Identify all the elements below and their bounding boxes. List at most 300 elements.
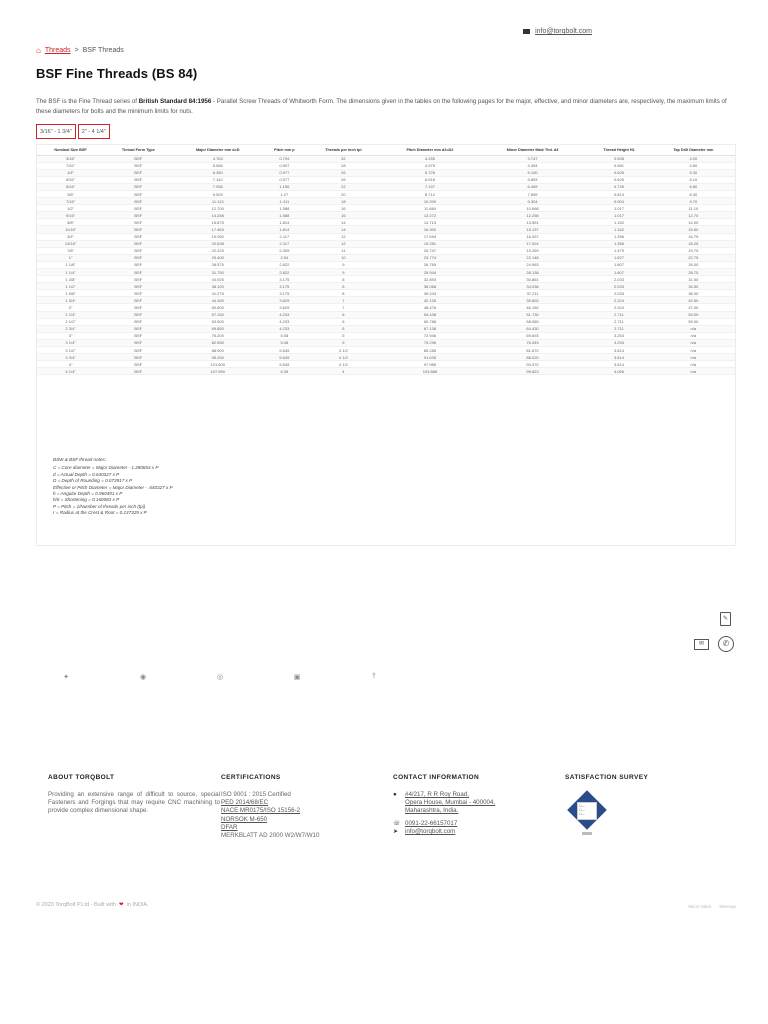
address-block bbox=[393, 791, 553, 815]
table-header-row bbox=[37, 145, 735, 155]
address-link[interactable] bbox=[405, 791, 495, 815]
table-cell: BSF bbox=[104, 261, 172, 268]
table-cell: 8.30 bbox=[652, 190, 735, 197]
table-cell: BSF bbox=[104, 311, 172, 318]
table-cell: 12.70 bbox=[652, 212, 735, 219]
table-cell: 3.175 bbox=[263, 276, 306, 283]
table-cell: BSF bbox=[104, 190, 172, 197]
column-header: Minor Diameter Male Thd. d3 bbox=[479, 145, 587, 155]
footer-contact bbox=[393, 774, 553, 836]
table-cell: 95.250 bbox=[172, 354, 263, 361]
table-cell: 17.463 bbox=[172, 226, 263, 233]
table-cell: 32 bbox=[306, 155, 381, 162]
tab-small-sizes[interactable]: 3/16" - 1 3/4" bbox=[36, 124, 76, 139]
table-cell: BSF bbox=[104, 325, 172, 332]
column-header: Pitch mm p bbox=[263, 145, 306, 155]
table-cell: 7 bbox=[306, 297, 381, 304]
survey-badge-icon[interactable] bbox=[565, 794, 609, 836]
table-cell: 7.899 bbox=[479, 190, 587, 197]
table-cell: 4.60 bbox=[652, 162, 735, 169]
table-cell: 1.411 bbox=[263, 198, 306, 205]
cert-link[interactable]: NACE MR0175/ISO 15156-2 bbox=[221, 807, 301, 815]
breadcrumb-threads-link[interactable]: Threads bbox=[44, 47, 71, 54]
table-cell: 3" bbox=[37, 332, 104, 339]
table-cell: BSF bbox=[104, 254, 172, 261]
table-cell: 19.050 bbox=[172, 233, 263, 240]
column-header: Pitch Diameter mm d2=D2 bbox=[381, 145, 479, 155]
breadcrumb-current: BSF Threads bbox=[82, 47, 124, 54]
table-cell: 11.684 bbox=[381, 205, 479, 212]
table-cell: 59.00 bbox=[652, 318, 735, 325]
table-cell: n/a bbox=[652, 339, 735, 346]
table-cell: 9.304 bbox=[479, 198, 587, 205]
table-cell: 103.886 bbox=[381, 368, 479, 375]
table-row bbox=[37, 304, 735, 311]
table-cell: 11.10 bbox=[652, 205, 735, 212]
table-row bbox=[37, 311, 735, 318]
table-cell: 34.50 bbox=[652, 283, 735, 290]
survey-heading: SATISFACTION SURVEY bbox=[565, 774, 649, 781]
table-cell: 3/16" bbox=[37, 155, 104, 162]
table-cell: 14 bbox=[306, 226, 381, 233]
table-cell: BSF bbox=[104, 318, 172, 325]
table-cell: 5.556 bbox=[172, 162, 263, 169]
footer-about bbox=[48, 774, 220, 816]
table-cell: 9/32" bbox=[37, 176, 104, 183]
table-cell: 26.00 bbox=[652, 261, 735, 268]
table-cell: 13/16" bbox=[37, 240, 104, 247]
table-cell: 2.822 bbox=[263, 261, 306, 268]
table-cell: 39.243 bbox=[381, 290, 479, 297]
table-cell: 10 bbox=[306, 254, 381, 261]
table-cell: 5.893 bbox=[479, 176, 587, 183]
table-cell: 4 1/2 bbox=[306, 354, 381, 361]
address-line: #4/217, R R Roy Road, bbox=[405, 791, 469, 798]
pdf-icon[interactable]: ✎ bbox=[720, 612, 731, 626]
column-header: Thread Height H1 bbox=[586, 145, 651, 155]
table-cell: 22.148 bbox=[479, 254, 587, 261]
table-cell: 2.117 bbox=[263, 233, 306, 240]
table-cell: 9.525 bbox=[172, 190, 263, 197]
table-cell: 40.50 bbox=[652, 297, 735, 304]
email-line bbox=[393, 828, 553, 836]
table-cell: 19.281 bbox=[381, 240, 479, 247]
table-cell: 2.822 bbox=[263, 269, 306, 276]
table-cell: 5/16" bbox=[37, 183, 104, 190]
table-cell: 3 1/2" bbox=[37, 347, 104, 354]
table-row bbox=[37, 226, 735, 233]
table-cell: 85.285 bbox=[381, 347, 479, 354]
twitter-icon[interactable]: ✦ bbox=[63, 674, 69, 681]
table-cell: 2 1/4" bbox=[37, 311, 104, 318]
table-cell: 2 3/4" bbox=[37, 325, 104, 332]
table-cell: n/a bbox=[652, 325, 735, 332]
table-row bbox=[37, 318, 735, 325]
size-tabs bbox=[36, 124, 110, 139]
table-cell: 1.814 bbox=[263, 219, 306, 226]
table-cell: 13.551 bbox=[479, 219, 587, 226]
table-cell: 58.080 bbox=[479, 318, 587, 325]
table-cell: 5.645 bbox=[263, 347, 306, 354]
table-cell: 1.017 bbox=[586, 212, 651, 219]
linkedin-icon[interactable]: ▣ bbox=[293, 674, 301, 681]
table-cell: 91.635 bbox=[381, 354, 479, 361]
table-row bbox=[37, 339, 735, 346]
table-row bbox=[37, 240, 735, 247]
table-cell: 47.00 bbox=[652, 304, 735, 311]
table-cell: 3.629 bbox=[263, 297, 306, 304]
table-row bbox=[37, 354, 735, 361]
table-cell: 5.30 bbox=[652, 169, 735, 176]
footer bbox=[48, 774, 748, 854]
table-row bbox=[37, 247, 735, 254]
table-cell: 14.00 bbox=[652, 219, 735, 226]
note-line: Effective or Pitch Diameter = Major Diameter - .640327 x P bbox=[53, 484, 173, 490]
table-cell: 8 bbox=[306, 276, 381, 283]
table-body bbox=[37, 155, 735, 375]
footer-survey bbox=[565, 774, 715, 816]
table-cell: 39.802 bbox=[479, 297, 587, 304]
table-cell: 6.518 bbox=[381, 176, 479, 183]
table-cell: 42.126 bbox=[381, 297, 479, 304]
column-header: Tap Drill Diameter mm bbox=[652, 145, 735, 155]
table-cell: 3.175 bbox=[263, 290, 306, 297]
copyright bbox=[36, 902, 149, 908]
table-cell: 57.150 bbox=[172, 311, 263, 318]
cert-item bbox=[221, 816, 381, 824]
table-row bbox=[37, 254, 735, 261]
table-cell: 97.985 bbox=[381, 361, 479, 368]
table-cell: 72.946 bbox=[381, 332, 479, 339]
table-cell: 2.324 bbox=[586, 304, 651, 311]
table-cell: 6.350 bbox=[172, 169, 263, 176]
table-row bbox=[37, 205, 735, 212]
table-cell: 38.00 bbox=[652, 290, 735, 297]
note-line: C = Core diameter = Major Diameter - 1.280654 x P bbox=[53, 465, 159, 471]
breadcrumb bbox=[36, 46, 124, 55]
table-cell: 0.625 bbox=[586, 176, 651, 183]
table-cell: 4.233 bbox=[263, 311, 306, 318]
cert-link[interactable]: PED 2014/68/EC bbox=[221, 799, 269, 807]
table-cell: 0.794 bbox=[263, 155, 306, 162]
table-row bbox=[37, 233, 735, 240]
table-cell: 81.670 bbox=[479, 347, 587, 354]
table-cell: 64.430 bbox=[479, 325, 587, 332]
table-cell: 4 bbox=[306, 368, 381, 375]
table-cell: 34.036 bbox=[479, 283, 587, 290]
table-cell: 18 bbox=[306, 198, 381, 205]
table-cell: 3/4" bbox=[37, 233, 104, 240]
table-cell: n/a bbox=[652, 347, 735, 354]
table-cell: 3.253 bbox=[586, 339, 651, 346]
table-cell: 4.394 bbox=[479, 162, 587, 169]
whatsapp-icon[interactable]: ✆ bbox=[718, 636, 734, 652]
table-cell: 2.54 bbox=[263, 254, 306, 261]
table-cell: BSF bbox=[104, 283, 172, 290]
pinterest-icon[interactable]: ◎ bbox=[216, 674, 224, 681]
table-cell: 60.788 bbox=[381, 318, 479, 325]
table-cell: 0.581 bbox=[586, 162, 651, 169]
column-header: Major Diameter mm d=D bbox=[172, 145, 263, 155]
table-row bbox=[37, 198, 735, 205]
table-cell: BSF bbox=[104, 219, 172, 226]
table-row bbox=[37, 347, 735, 354]
table-cell: n/a bbox=[652, 332, 735, 339]
table-cell: BSF bbox=[104, 162, 172, 169]
table-row bbox=[37, 183, 735, 190]
copyright-post: in INDIA. bbox=[126, 902, 149, 908]
envelope-icon[interactable]: ✉ bbox=[694, 639, 709, 650]
table-cell: BSF bbox=[104, 354, 172, 361]
table-cell: 5.645 bbox=[263, 354, 306, 361]
table-cell: 3.175 bbox=[263, 283, 306, 290]
table-cell: n/a bbox=[652, 368, 735, 375]
table-cell: BSF bbox=[104, 332, 172, 339]
table-cell: 3.614 bbox=[586, 354, 651, 361]
table-cell: 9 bbox=[306, 261, 381, 268]
table-cell: 101.600 bbox=[172, 361, 263, 368]
table-cell: BSF bbox=[104, 176, 172, 183]
table-cell: 32.893 bbox=[381, 276, 479, 283]
phone-icon: ☏ bbox=[393, 820, 401, 827]
footer-certifications bbox=[221, 774, 381, 840]
table-cell: 4 1/2 bbox=[306, 347, 381, 354]
column-header: Thread Form Type bbox=[104, 145, 172, 155]
footer-email-link[interactable]: info@torqbolt.com bbox=[405, 828, 456, 835]
table-row bbox=[37, 325, 735, 332]
table-cell: 1.588 bbox=[263, 205, 306, 212]
table-cell: 22.75 bbox=[652, 254, 735, 261]
table-cell: 53.00 bbox=[652, 311, 735, 318]
table-cell: BSF bbox=[104, 183, 172, 190]
table-cell: 51.730 bbox=[479, 311, 587, 318]
table-cell: 3.629 bbox=[263, 304, 306, 311]
table-cell: 16 bbox=[306, 212, 381, 219]
table-cell: 5 bbox=[306, 339, 381, 346]
send-icon: ➤ bbox=[393, 828, 399, 835]
table-cell: 10.209 bbox=[381, 198, 479, 205]
about-heading: ABOUT TORQBOLT bbox=[48, 774, 115, 781]
table-cell: 5 bbox=[306, 332, 381, 339]
table-cell: 6 bbox=[306, 325, 381, 332]
table-cell: 4.233 bbox=[263, 318, 306, 325]
table-cell: 2.033 bbox=[586, 290, 651, 297]
tab-large-sizes[interactable]: 2" - 4 1/4" bbox=[78, 124, 110, 139]
table-cell: 8 bbox=[306, 283, 381, 290]
table-row bbox=[37, 276, 735, 283]
table-cell: 16 bbox=[306, 205, 381, 212]
topbar-email-link[interactable]: info@torqbolt.com bbox=[535, 28, 592, 35]
table-cell: BSF bbox=[104, 247, 172, 254]
table-cell: 4.255 bbox=[381, 155, 479, 162]
table-cell: 1.356 bbox=[586, 240, 651, 247]
table-cell: 6 bbox=[306, 318, 381, 325]
table-cell: 4" bbox=[37, 361, 104, 368]
table-row bbox=[37, 169, 735, 176]
survey-badge-base bbox=[582, 832, 592, 835]
table-cell: 7/16" bbox=[37, 198, 104, 205]
table-cell: 18.25 bbox=[652, 240, 735, 247]
table-cell: 82.550 bbox=[172, 339, 263, 346]
table-row bbox=[37, 361, 735, 368]
table-cell: 19.75 bbox=[652, 247, 735, 254]
table-cell: 6.459 bbox=[479, 183, 587, 190]
topbar-contact bbox=[523, 28, 592, 35]
table-cell: 29.944 bbox=[381, 269, 479, 276]
table-cell: 20 bbox=[306, 190, 381, 197]
table-cell: 0.977 bbox=[263, 176, 306, 183]
location-pin-icon: ● bbox=[393, 791, 397, 798]
cert-item bbox=[221, 807, 381, 815]
table-cell: BSF bbox=[104, 339, 172, 346]
table-cell: 26 bbox=[306, 176, 381, 183]
table-cell: BSF bbox=[104, 212, 172, 219]
intro-post: - Parallel Screw Threads of Whitworth Form. The dimensions given in the tables on the following pages for the major, effective, and minor diameters are, respectively, the maximum limits of these diameters for bolts and the minimum limits for nuts. bbox=[36, 98, 727, 115]
table-cell: 36.068 bbox=[381, 283, 479, 290]
table-cell: 76.200 bbox=[172, 332, 263, 339]
table-cell: 3.614 bbox=[586, 361, 651, 368]
table-cell: 2 1/2" bbox=[37, 318, 104, 325]
intro-paragraph bbox=[36, 97, 736, 116]
column-header: Nominal Size BSF bbox=[37, 145, 104, 155]
side-actions bbox=[694, 612, 740, 656]
table-cell: 12.256 bbox=[479, 212, 587, 219]
table-cell: 25.400 bbox=[172, 254, 263, 261]
note-line: h/6 = Shortening = 0.160083 x P bbox=[53, 497, 120, 503]
table-cell: 99.823 bbox=[479, 368, 587, 375]
table-cell: n/a bbox=[652, 354, 735, 361]
table-cell: 1 3/4" bbox=[37, 297, 104, 304]
table-row bbox=[37, 368, 735, 375]
table-cell: 2.711 bbox=[586, 318, 651, 325]
table-cell: 16.337 bbox=[479, 233, 587, 240]
table-cell: 16.75 bbox=[652, 233, 735, 240]
table-cell: 67.138 bbox=[381, 325, 479, 332]
home-icon[interactable]: ⌂ bbox=[36, 46, 41, 55]
table-cell: 69.693 bbox=[479, 332, 587, 339]
thread-notes bbox=[53, 457, 173, 517]
table-cell: 15.50 bbox=[652, 226, 735, 233]
table-cell: 4 1/2 bbox=[306, 361, 381, 368]
table-cell: BSF bbox=[104, 347, 172, 354]
note-line: r = Radius at the Crest & Root = 0.137329 x P bbox=[53, 510, 147, 516]
table-cell: 28.75 bbox=[652, 269, 735, 276]
table-cell: 2.117 bbox=[263, 240, 306, 247]
bsf-thread-table bbox=[37, 145, 735, 375]
table-cell: 2.033 bbox=[586, 283, 651, 290]
cert-link[interactable]: NORSOK M-650 bbox=[221, 815, 268, 823]
table-cell: BSF bbox=[104, 304, 172, 311]
table-cell: 9/16" bbox=[37, 212, 104, 219]
table-cell: 20.747 bbox=[381, 247, 479, 254]
table-cell: 0.508 bbox=[586, 155, 651, 162]
heart-icon: ❤ bbox=[118, 902, 124, 908]
table-cell: BSF bbox=[104, 198, 172, 205]
table-cell: 14.288 bbox=[172, 212, 263, 219]
sitemap-link[interactable]: Sitemap bbox=[719, 904, 736, 909]
cert-item: MERKBLATT AD 2000 W2/W7/W10 bbox=[221, 832, 320, 840]
table-cell: 28 bbox=[306, 162, 381, 169]
social-share-bar bbox=[61, 673, 379, 681]
note-line: P = Pitch = 1/Number of threads per inch (tpi) bbox=[53, 503, 146, 509]
table-cell: 2.711 bbox=[586, 311, 651, 318]
table-cell: 17.924 bbox=[479, 240, 587, 247]
table-cell: 2.711 bbox=[586, 325, 651, 332]
table-cell: 7.142 bbox=[172, 176, 263, 183]
table-cell: 7.938 bbox=[172, 183, 263, 190]
table-cell: 5/8" bbox=[37, 219, 104, 226]
table-cell: 6.80 bbox=[652, 183, 735, 190]
table-cell: BSF bbox=[104, 205, 172, 212]
table-cell: 41.275 bbox=[172, 290, 263, 297]
table-cell: 88.900 bbox=[172, 347, 263, 354]
table-cell: BSF bbox=[104, 233, 172, 240]
table-cell: 26 bbox=[306, 169, 381, 176]
table-cell: 37.211 bbox=[479, 290, 587, 297]
table-cell: 4 1/4" bbox=[37, 368, 104, 375]
table-cell: 1.588 bbox=[263, 212, 306, 219]
table-cell: 44.450 bbox=[172, 297, 263, 304]
table-cell: 11.113 bbox=[172, 198, 263, 205]
table-cell: BSF bbox=[104, 276, 172, 283]
table-cell: 1 1/2" bbox=[37, 283, 104, 290]
mail-icon bbox=[523, 29, 530, 34]
bottom-links bbox=[688, 904, 736, 909]
table-cell: 15.137 bbox=[479, 226, 587, 233]
table-cell: 6 bbox=[306, 311, 381, 318]
table-cell: 2.033 bbox=[586, 276, 651, 283]
table-cell: 79.296 bbox=[381, 339, 479, 346]
table-cell: 14.713 bbox=[381, 219, 479, 226]
micro-sites-link[interactable]: Micro Sites bbox=[688, 904, 712, 909]
cert-link[interactable]: DFAR bbox=[221, 823, 238, 831]
table-cell: 1.807 bbox=[586, 269, 651, 276]
table-cell: 22.225 bbox=[172, 247, 263, 254]
table-cell: 13.272 bbox=[381, 212, 479, 219]
table-cell: 1.479 bbox=[586, 247, 651, 254]
table-cell: 28.575 bbox=[172, 261, 263, 268]
table-cell: 0.904 bbox=[586, 198, 651, 205]
table-cell: 4.975 bbox=[381, 162, 479, 169]
table-cell: 54.438 bbox=[381, 311, 479, 318]
table-cell: 5.725 bbox=[381, 169, 479, 176]
table-cell: 9.70 bbox=[652, 198, 735, 205]
table-cell: 10.668 bbox=[479, 205, 587, 212]
table-cell: 1.807 bbox=[586, 261, 651, 268]
address-line: Opera House, Mumbai - 400004, bbox=[405, 799, 496, 806]
table-cell: 2" bbox=[37, 304, 104, 311]
table-cell: 0.739 bbox=[586, 183, 651, 190]
phone-link[interactable]: 0091-22-66157017 bbox=[405, 820, 458, 827]
table-cell: 5.100 bbox=[479, 169, 587, 176]
table-cell: 7.197 bbox=[381, 183, 479, 190]
table-cell: 14 bbox=[306, 219, 381, 226]
table-cell: 19.269 bbox=[479, 247, 587, 254]
table-cell: 76.043 bbox=[479, 339, 587, 346]
copyright-pre: © 2023 TorqBolt P.Ltd - Built with bbox=[36, 902, 116, 908]
intro-pre: The BSF is the Fine Thread series of bbox=[36, 98, 139, 105]
table-cell: 1 5/8" bbox=[37, 290, 104, 297]
table-cell: 12.700 bbox=[172, 205, 263, 212]
table-cell: 11 bbox=[306, 247, 381, 254]
table-cell: 1.162 bbox=[586, 226, 651, 233]
tumblr-icon[interactable]: † bbox=[372, 673, 376, 680]
table-cell: 7/32" bbox=[37, 162, 104, 169]
table-cell: 4.233 bbox=[263, 325, 306, 332]
facebook-icon[interactable]: ◉ bbox=[139, 674, 147, 681]
table-cell: 6.10 bbox=[652, 176, 735, 183]
table-row bbox=[37, 162, 735, 169]
